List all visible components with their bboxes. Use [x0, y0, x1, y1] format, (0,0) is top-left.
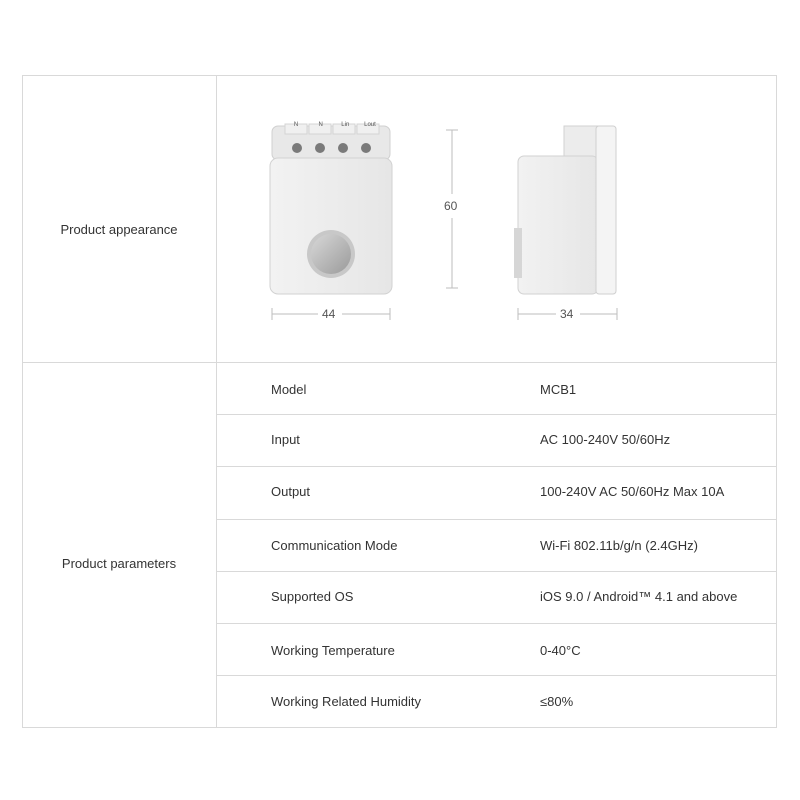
param-name-output: Output [271, 484, 311, 499]
terminal-label: Lout [364, 122, 376, 128]
front-view [270, 124, 392, 294]
terminal-label: Lin [341, 122, 350, 128]
param-name-communication: Communication Mode [271, 538, 398, 553]
terminal-labels [285, 122, 381, 134]
button-icon [311, 234, 351, 274]
param-name-temperature: Working Temperature [271, 643, 395, 658]
param-value-os: iOS 9.0 / Android™ 4.1 and above [540, 589, 738, 604]
param-value-output: 100-240V AC 50/60Hz Max 10A [540, 484, 725, 499]
terminal-label: N [318, 122, 323, 128]
param-name-os: Supported OS [271, 589, 354, 604]
param-name-humidity: Working Related Humidity [271, 694, 422, 709]
param-name-model: Model [271, 382, 307, 397]
param-value-model: MCB1 [540, 382, 577, 397]
param-name-input: Input [271, 432, 300, 447]
param-value-communication: Wi-Fi 802.11b/g/n (2.4GHz) [540, 538, 698, 553]
width-dimension: 44 [322, 307, 336, 321]
terminal-label: N [293, 122, 299, 128]
side-view [514, 126, 616, 294]
param-value-input: AC 100-240V 50/60Hz [540, 432, 671, 447]
product-appearance-label: Product appearance [60, 222, 178, 237]
height-dimension: 60 [444, 199, 458, 213]
depth-dimension: 34 [560, 307, 574, 321]
product-parameters-label: Product parameters [61, 556, 177, 571]
param-value-humidity: ≤80% [540, 694, 574, 709]
param-value-temperature: 0-40°C [540, 643, 581, 658]
